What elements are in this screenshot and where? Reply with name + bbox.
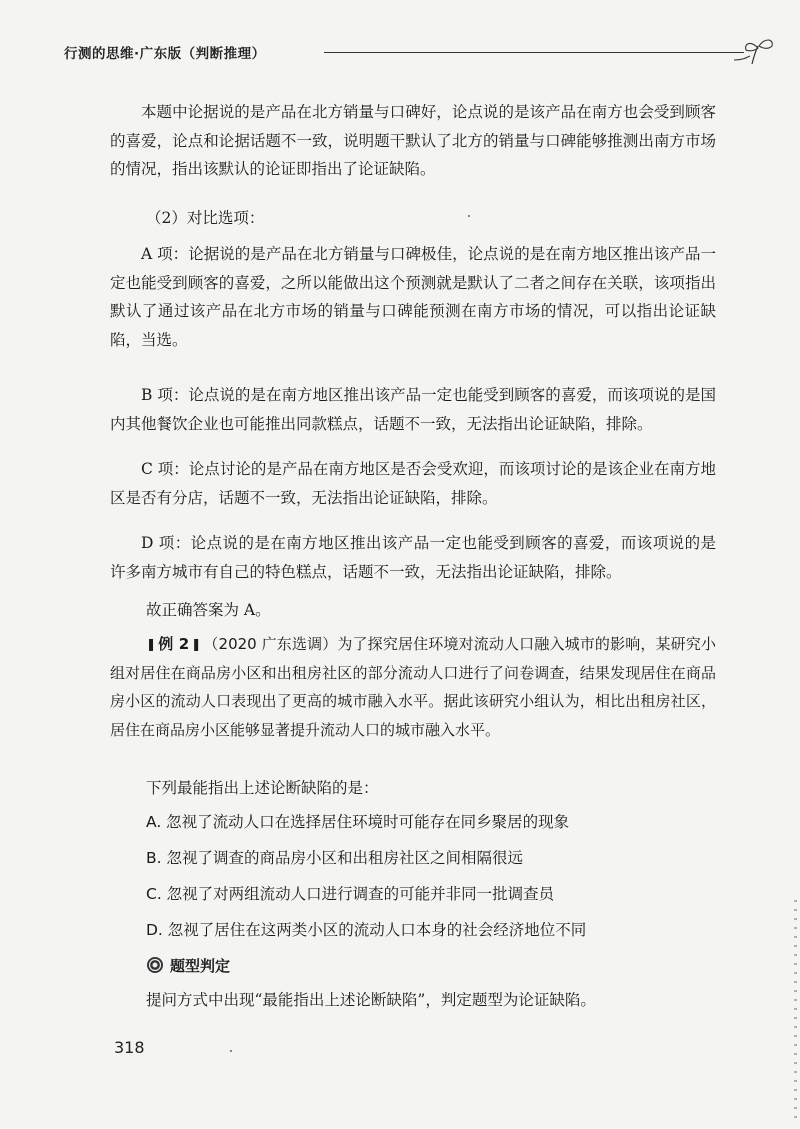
choice-b: B. 忽视了调查的商品房小区和出租房社区之间相隔很远 — [146, 849, 523, 867]
option-c-analysis: C 项：论点讨论的是产品在南方地区是否会受欢迎，而该项讨论的是该企业在南方地区是否有分店，话题不一致，无法指出论证缺陷，排除。 — [110, 460, 716, 507]
header-title: 行测的思维·广东版（判断推理） — [64, 46, 266, 62]
option-a-analysis: A 项：论据说的是产品在北方销量与口碑极佳，论点说的是在南方地区推出该产品一定也能受到顾客的喜爱，之所以能做出这个预测就是默认了二者之间存在关联，该项指出默认了通过该产品在北方市场的销量与口碑能预测在南方市场的情况，可以指出论证缺陷，当选。 — [110, 245, 716, 349]
example-stem-block — [110, 630, 716, 744]
page-number: 318 — [114, 1038, 145, 1057]
bracket-left-icon: ❚ — [146, 637, 157, 651]
section-title: 题型判定 — [170, 957, 231, 975]
scan-dot — [468, 215, 470, 217]
option-d-analysis: D 项：论点说的是在南方地区推出该产品一定也能受到顾客的喜爱，而该项说的是许多南方城市有自己的特色糕点，话题不一致，无法指出论证缺陷，排除。 — [110, 534, 716, 581]
choice-c: C. 忽视了对两组流动人口进行调查的可能并非同一批调查员 — [146, 885, 555, 903]
answer-line: 故正确答案为 A。 — [146, 601, 271, 619]
scan-dot — [230, 1050, 232, 1052]
sprout-icon — [732, 36, 780, 68]
choice-d: D. 忽视了居住在这两类小区的流动人口本身的社会经济地位不同 — [146, 921, 587, 939]
bracket-right-icon: ❚ — [191, 637, 202, 651]
example-label: 例 2 — [158, 635, 190, 653]
choice-a: A. 忽视了流动人口在选择居住环境时可能存在同乡聚居的现象 — [146, 813, 570, 831]
question-prompt: 下列最能指出上述论断缺陷的是： — [146, 779, 379, 797]
rosette-icon — [146, 956, 164, 974]
header-rule — [324, 52, 744, 53]
scan-artifact — [794, 900, 797, 1120]
type-determination-text: 提问方式中出现“最能指出上述论断缺陷”，判定题型为论证缺陷。 — [146, 991, 596, 1009]
option-b-analysis: B 项：论点说的是在南方地区推出该产品一定也能受到顾客的喜爱，而该项说的是国内其他餐饮企业也可能推出同款糕点，话题不一致，无法指出论证缺陷，排除。 — [110, 386, 716, 433]
analysis-paragraph: 本题中论据说的是产品在北方销量与口碑好，论点说的是该产品在南方也会受到顾客的喜爱，论点和论据话题不一致，说明题干默认了北方的销量与口碑能够推测出南方市场的情况，指出该默认的论证即指出了论证缺陷。 — [110, 103, 716, 178]
compare-heading: （2）对比选项： — [146, 209, 265, 227]
example-stem: （2020 广东选调）为了探究居住环境对流动人口融入城市的影响，某研究小组对居住在商品房小区和出租房社区的部分流动人口进行了问卷调查，结果发现居住在商品房小区的流动人口表现出了更高的城市融入水平。据此该研究小组认为，相比出租房社区，居住在商品房小区能够显著提升流动人口的城市融入水平。 — [110, 635, 716, 739]
running-header — [62, 36, 722, 66]
